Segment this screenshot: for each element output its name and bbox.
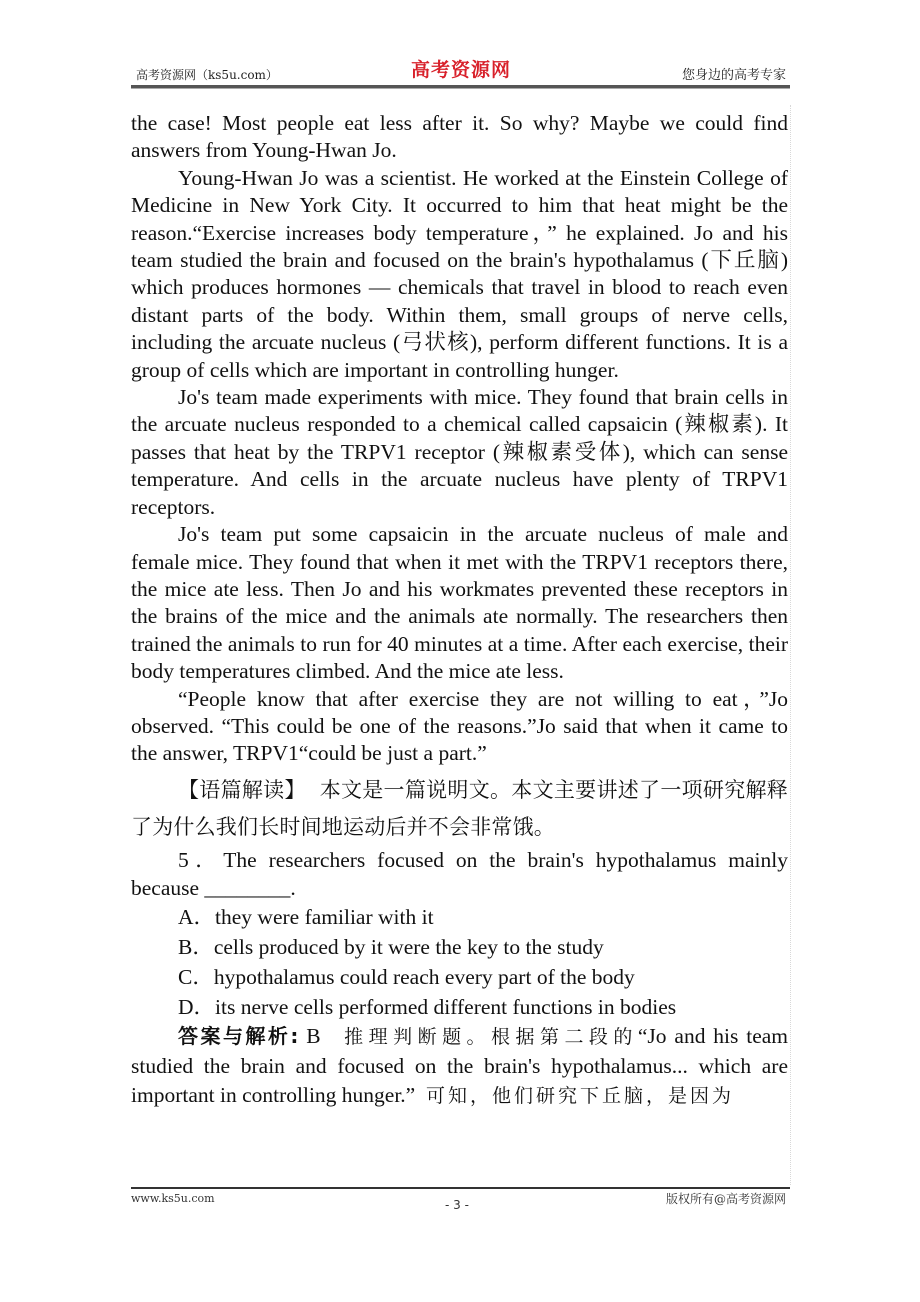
page-number: - 3 - <box>445 1198 469 1212</box>
option-text: hypothalamus could reach every part of the body <box>213 964 635 989</box>
passage-paragraph-0: the case! Most people eat less after it. So why? Maybe we could find answers from Young-Hwan Jo. <box>131 111 788 163</box>
option-text: cells produced by it were the key to the study <box>213 934 604 959</box>
summary-label: 【语篇解读】 <box>178 777 306 802</box>
option-d <box>131 992 788 1022</box>
answer-label: 答案与解析: <box>178 1023 299 1048</box>
option-letter: C． <box>178 964 214 989</box>
summary-text: 本文是一篇说明文。本文主要讲述了一项研究解释了为什么我们长时间地运动后并不会非常饿。 <box>131 777 788 839</box>
option-a <box>131 902 788 932</box>
answer-conclusion: 可知，他们研究下丘脑，是因为 <box>425 1084 734 1107</box>
header-site-name: 高考资源网（ks5u.com） <box>136 68 278 82</box>
header-logo: 高考资源网 <box>411 59 512 81</box>
answer-type: 推理判断题。根据第二段的 <box>344 1025 638 1048</box>
footer-copyright: 版权所有@高考资源网 <box>665 1192 786 1206</box>
passage-paragraph-4: “People know that after exercise they are not willing to eat，”Jo observed. “This could be one of the reasons.”Jo said that when it came to the answer, TRPV1“could be just a part.” <box>131 686 788 766</box>
margin-guide-line <box>790 105 791 1185</box>
option-b <box>131 932 788 962</box>
option-letter: D． <box>178 994 216 1019</box>
document-body <box>131 110 788 1111</box>
footer-divider <box>131 1187 790 1189</box>
passage-paragraph-3: Jo's team put some capsaicin in the arcuate nucleus of male and female mice. They found that when it met with the TRPV1 receptors there, the mice ate less. Then Jo and his workmates prevented these receptors in the brains of the mice and the animals ate normally. The researchers then trained the animals to run for 40 minutes at a time. After each exercise, their body temperatures climbed. And the mice ate less. <box>131 522 788 684</box>
option-letter: A． <box>178 904 216 929</box>
footer-website-link[interactable]: www.ks5u.com <box>131 1192 215 1205</box>
header-slogan: 您身边的高考专家 <box>681 68 786 83</box>
passage-paragraph-1: Young-Hwan Jo was a scientist. He worked at the Einstein College of Medicine in New York City. It occurred to him that heat might be the reason.“Exercise increases body temperature，” he explained. Jo and his team studied the brain and focused on the brain's hypothalamus (下丘脑) which produces hormones — chemicals that travel in blood to reach even distant parts of the body. Within them, small groups of nerve cells, including the arcuate nucleus (弓状核), perform different functions. It is a group of cells which are important in controlling hunger. <box>131 165 788 382</box>
answer-quote: “Jo and his team studied the brain and focused on the brain's hypothalamus... which are important in controlling hunger.” <box>131 1023 789 1107</box>
answer-choice: B <box>306 1023 321 1048</box>
passage-paragraph-2: Jo's team made experiments with mice. They found that brain cells in the arcuate nucleus responded to a chemical called capsaicin (辣椒素). It passes that heat by the TRPV1 receptor (辣椒素受体), which can sense temperature. And cells in the arcuate nucleus have plenty of TRPV1 receptors. <box>131 385 788 519</box>
passage-summary <box>131 772 788 846</box>
question-text: The researchers focused on the brain's hypothalamus mainly because ________. <box>131 847 788 900</box>
header-divider <box>131 85 790 89</box>
question-stem <box>131 846 788 902</box>
answer-explanation <box>131 1022 788 1111</box>
option-letter: B． <box>178 934 214 959</box>
page-header <box>131 52 790 86</box>
option-text: they were familiar with it <box>215 904 434 929</box>
question-number: 5． <box>178 847 224 872</box>
option-text: its nerve cells performed different functions in bodies <box>215 994 677 1019</box>
option-c <box>131 962 788 992</box>
